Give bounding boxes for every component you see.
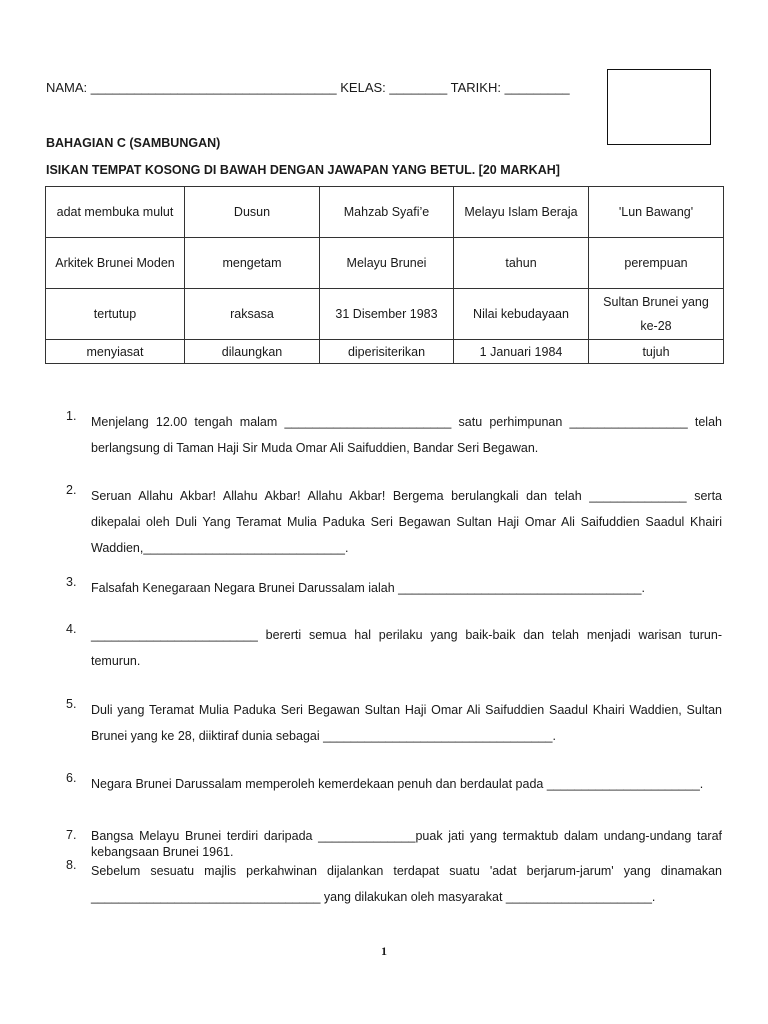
table-cell: perempuan — [589, 238, 724, 289]
marks-box — [607, 69, 711, 145]
table-cell: mengetam — [185, 238, 320, 289]
word-bank-table — [45, 186, 724, 364]
question-text: Falsafah Kenegaraan Negara Brunei Darussalam ialah ___________________________________. — [91, 581, 645, 595]
question-text: ________________________ bererti semua hal perilaku yang baik-baik dan telah menjadi warisan turun-temurun. — [91, 628, 722, 668]
question-1 — [66, 409, 722, 461]
tarikh-label: TARIKH: — [450, 80, 501, 95]
section-title: BAHAGIAN C (SAMBUNGAN) — [46, 136, 221, 150]
table-cell: Dusun — [185, 187, 320, 238]
question-number: 8. — [66, 858, 77, 872]
tarikh-blank: _________ — [504, 80, 570, 95]
table-row — [46, 289, 724, 340]
question-number: 3. — [66, 575, 77, 589]
table-cell: adat membuka mulut — [46, 187, 185, 238]
question-text: Sebelum sesuatu majlis perkahwinan dijalankan terdapat suatu 'adat berjarum-jarum' yang dinamakan _________________________________ yang dilakukan oleh masyarakat _____________________. — [91, 864, 722, 904]
table-cell: Mahzab Syafi’e — [320, 187, 454, 238]
question-7 — [66, 828, 722, 860]
page-number: 1 — [381, 944, 387, 958]
question-number: 4. — [66, 622, 77, 636]
table-row — [46, 340, 724, 364]
question-text: Menjelang 12.00 tengah malam ________________________ satu perhimpunan _________________ telah berlangsung di Taman Haji Sir Muda Omar Ali Saifuddien, Bandar Seri Begawan. — [91, 415, 722, 455]
student-info-line — [46, 80, 570, 95]
question-number: 5. — [66, 697, 77, 711]
question-6 — [66, 771, 722, 797]
table-cell: Melayu Brunei — [320, 238, 454, 289]
table-row — [46, 238, 724, 289]
table-cell: tertutup — [46, 289, 185, 340]
table-cell: tahun — [454, 238, 589, 289]
table-cell: tujuh — [589, 340, 724, 364]
question-text: Negara Brunei Darussalam memperoleh kemerdekaan penuh dan berdaulat pada ______________________. — [91, 777, 704, 791]
nama-blank: __________________________________ — [90, 80, 337, 95]
table-cell: Arkitek Brunei Moden — [46, 238, 185, 289]
question-text: Bangsa Melayu Brunei terdiri daripada ______________puak jati yang termaktub dalam undang-undang taraf kebangsaan Brunei 1961. — [91, 829, 722, 859]
table-row — [46, 187, 724, 238]
question-4 — [66, 622, 722, 674]
table-cell: raksasa — [185, 289, 320, 340]
question-number: 1. — [66, 409, 77, 423]
nama-label: NAMA: — [46, 80, 88, 95]
question-3 — [66, 575, 722, 601]
instruction: ISIKAN TEMPAT KOSONG DI BAWAH DENGAN JAWAPAN YANG BETUL. [20 MARKAH] — [46, 163, 560, 177]
question-5 — [66, 697, 722, 749]
question-8 — [66, 858, 722, 910]
table-cell: Nilai kebudayaan — [454, 289, 589, 340]
question-text: Duli yang Teramat Mulia Paduka Seri Begawan Sultan Haji Omar Ali Saifuddien Saadul Khairi Waddien, Sultan Brunei yang ke 28, diiktiraf dunia sebagai _________________________________. — [91, 703, 722, 743]
question-number: 6. — [66, 771, 77, 785]
kelas-blank: ________ — [389, 80, 448, 95]
question-text: Seruan Allahu Akbar! Allahu Akbar! Allahu Akbar! Bergema berulangkali dan telah ______________ serta dikepalai oleh Duli Yang Teramat Mulia Paduka Seri Begawan Sultan Haji Omar Ali Saifuddien Saadul Khairi Waddien,_____________________________. — [91, 489, 722, 555]
question-2 — [66, 483, 722, 561]
table-cell: menyiasat — [46, 340, 185, 364]
table-cell: diperisiterikan — [320, 340, 454, 364]
table-cell: Melayu Islam Beraja — [454, 187, 589, 238]
table-cell: 'Lun Bawang' — [589, 187, 724, 238]
kelas-label: KELAS: — [340, 80, 386, 95]
question-number: 2. — [66, 483, 77, 497]
table-cell: dilaungkan — [185, 340, 320, 364]
table-cell: Sultan Brunei yang ke-28 — [589, 289, 724, 340]
question-number: 7. — [66, 828, 77, 842]
table-cell: 31 Disember 1983 — [320, 289, 454, 340]
table-cell: 1 Januari 1984 — [454, 340, 589, 364]
